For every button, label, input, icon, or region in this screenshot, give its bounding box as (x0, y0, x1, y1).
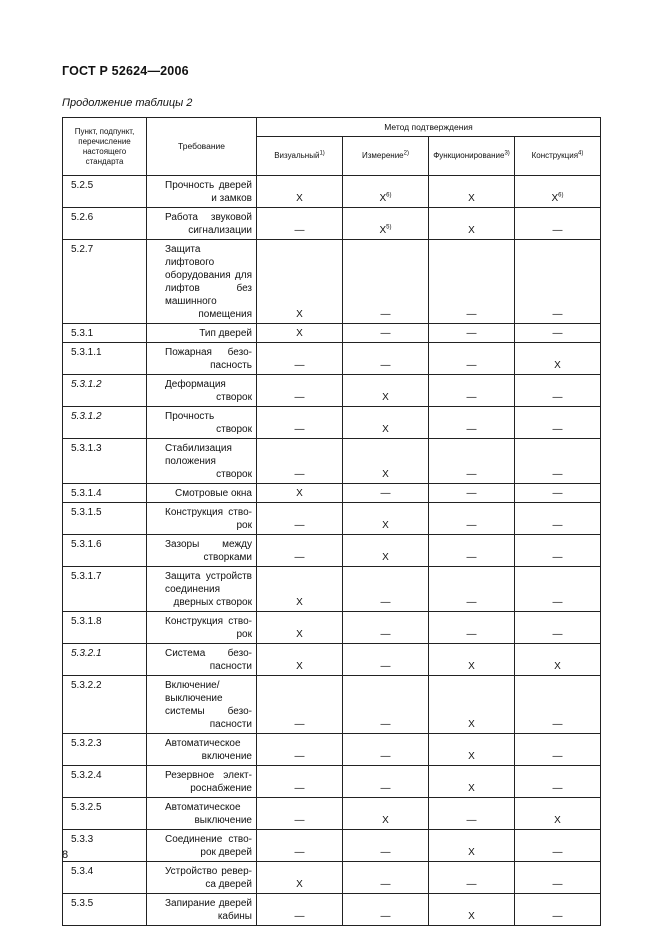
table-row (63, 343, 601, 375)
mark-value: — (294, 360, 305, 371)
table-body (63, 176, 601, 926)
table-row (63, 535, 601, 567)
mark-value: — (380, 360, 391, 371)
table-row (63, 176, 601, 208)
mark-functioning-cell (429, 612, 515, 644)
mark-value: — (552, 847, 563, 858)
mark-value: — (380, 719, 391, 730)
mark-value: — (380, 629, 391, 640)
mark-visual-cell (257, 734, 343, 766)
mark-measurement-cell (343, 324, 429, 343)
mark-value: X (468, 661, 475, 672)
mark-value: X (296, 661, 303, 672)
mark-value: X (468, 193, 475, 204)
header-row-group (63, 118, 601, 137)
mark-value: X (468, 847, 475, 858)
mark-value: — (552, 469, 563, 480)
table-row (63, 766, 601, 798)
mark-value: X (296, 597, 303, 608)
mark-visual-cell (257, 407, 343, 439)
mark-visual-cell (257, 240, 343, 324)
mark-value: — (466, 815, 477, 826)
mark-value: X (379, 193, 387, 204)
item-number-cell: 5.3.3 (63, 830, 147, 862)
mark-measurement-cell (343, 567, 429, 612)
requirement-text: Смотровые окна (174, 488, 252, 499)
table-row (63, 567, 601, 612)
mark-value: X (296, 488, 303, 499)
mark-functioning-cell (429, 343, 515, 375)
mark-value: X (379, 225, 387, 236)
mark-value: X (296, 193, 303, 204)
mark-visual-cell (257, 830, 343, 862)
mark-value: X (296, 309, 303, 320)
mark-value: — (552, 225, 563, 236)
mark-construction-cell (515, 830, 601, 862)
requirement-cell (147, 798, 257, 830)
mark-footnote: 6) (558, 192, 564, 199)
item-number-cell: 5.3.1 (63, 324, 147, 343)
table-row (63, 484, 601, 503)
requirement-text: Защита устройств соединения дверных створок (165, 571, 252, 608)
requirement-cell (147, 766, 257, 798)
mark-footnote: 5) (386, 224, 392, 231)
mark-value: — (552, 424, 563, 435)
table-row (63, 644, 601, 676)
mark-value: X (296, 879, 303, 890)
mark-value: — (552, 911, 563, 922)
table-row (63, 407, 601, 439)
requirement-text: Тип дверей (199, 328, 252, 339)
mark-measurement-cell (343, 208, 429, 240)
mark-value: — (552, 751, 563, 762)
mark-value: — (552, 552, 563, 563)
item-number-cell: 5.2.6 (63, 208, 147, 240)
table-row (63, 676, 601, 734)
mark-functioning-cell (429, 830, 515, 862)
mark-functioning-cell (429, 375, 515, 407)
mark-value: — (552, 879, 563, 890)
mark-functioning-cell (429, 676, 515, 734)
mark-value: — (380, 783, 391, 794)
mark-value: X (382, 520, 389, 531)
mark-value: — (380, 879, 391, 890)
item-number-cell: 5.3.1.5 (63, 503, 147, 535)
requirement-cell (147, 503, 257, 535)
requirement-text: Пожарная безопасность (165, 347, 252, 371)
table-row (63, 208, 601, 240)
mark-visual-cell (257, 862, 343, 894)
requirement-cell (147, 612, 257, 644)
mark-footnote: 6) (386, 192, 392, 199)
mark-value: X (382, 815, 389, 826)
requirement-cell (147, 830, 257, 862)
mark-value: — (552, 783, 563, 794)
mark-value: — (552, 328, 563, 339)
table-row (63, 503, 601, 535)
document-title: ГОСТ Р 52624—2006 (62, 64, 189, 78)
mark-construction-cell (515, 894, 601, 926)
mark-functioning-cell (429, 208, 515, 240)
mark-visual-cell (257, 676, 343, 734)
mark-value: — (466, 392, 477, 403)
mark-value: — (466, 488, 477, 499)
requirement-text: Соединение створок дверей (165, 834, 252, 858)
mark-visual-cell (257, 535, 343, 567)
header-item-column: Пункт, подпункт, перечисление настоящего стандарта (63, 118, 147, 176)
requirement-text: Конструкция створок (165, 616, 252, 640)
item-number-cell: 5.3.1.1 (63, 343, 147, 375)
item-number-cell: 5.3.2.3 (63, 734, 147, 766)
mark-value: — (294, 424, 305, 435)
table-row (63, 798, 601, 830)
table-caption: Продолжение таблицы 2 (62, 97, 193, 109)
mark-value: — (294, 392, 305, 403)
mark-measurement-cell (343, 830, 429, 862)
mark-visual-cell (257, 176, 343, 208)
table-row (63, 862, 601, 894)
mark-measurement-cell (343, 676, 429, 734)
header-method-visual: Визуальный$^{1)}$ (257, 137, 343, 176)
mark-value: — (552, 597, 563, 608)
mark-functioning-cell (429, 862, 515, 894)
table-row (63, 240, 601, 324)
mark-value: — (294, 783, 305, 794)
requirement-cell (147, 439, 257, 484)
mark-value: — (466, 629, 477, 640)
mark-value: — (294, 815, 305, 826)
mark-value: — (294, 520, 305, 531)
item-number-cell: 5.2.5 (63, 176, 147, 208)
mark-visual-cell (257, 343, 343, 375)
table-row (63, 324, 601, 343)
mark-measurement-cell (343, 503, 429, 535)
requirement-text: Стабилизация положения створок (165, 443, 252, 480)
mark-functioning-cell (429, 567, 515, 612)
mark-measurement-cell (343, 535, 429, 567)
requirement-text: Автоматическое выключение (165, 802, 252, 826)
mark-value: — (380, 661, 391, 672)
mark-construction-cell (515, 644, 601, 676)
mark-measurement-cell (343, 644, 429, 676)
mark-functioning-cell (429, 535, 515, 567)
mark-construction-cell (515, 484, 601, 503)
table-row (63, 830, 601, 862)
mark-measurement-cell (343, 734, 429, 766)
mark-visual-cell (257, 484, 343, 503)
mark-value: — (466, 552, 477, 563)
requirement-text: Работа звуковой сигнализации (165, 212, 252, 236)
mark-construction-cell (515, 862, 601, 894)
item-number-cell: 5.3.2.5 (63, 798, 147, 830)
requirement-text: Устройство реверса дверей (165, 866, 252, 890)
mark-functioning-cell (429, 240, 515, 324)
mark-value: X (554, 661, 561, 672)
mark-value: X (468, 911, 475, 922)
requirement-text: Конструкция створок (165, 507, 252, 531)
item-number-cell: 5.3.4 (63, 862, 147, 894)
mark-measurement-cell (343, 176, 429, 208)
mark-measurement-cell (343, 439, 429, 484)
requirement-cell (147, 407, 257, 439)
mark-functioning-cell (429, 894, 515, 926)
mark-functioning-cell (429, 484, 515, 503)
mark-construction-cell (515, 766, 601, 798)
requirement-cell (147, 644, 257, 676)
mark-value: — (294, 469, 305, 480)
mark-functioning-cell (429, 644, 515, 676)
item-number-cell: 5.3.1.4 (63, 484, 147, 503)
mark-value: — (466, 520, 477, 531)
mark-construction-cell (515, 798, 601, 830)
item-number-cell: 5.2.7 (63, 240, 147, 324)
mark-construction-cell (515, 439, 601, 484)
mark-visual-cell (257, 766, 343, 798)
item-number-cell: 5.3.1.2 (63, 375, 147, 407)
page-number: 8 (62, 849, 69, 861)
mark-visual-cell (257, 612, 343, 644)
mark-value: — (294, 225, 305, 236)
mark-value: — (466, 360, 477, 371)
mark-construction-cell (515, 343, 601, 375)
mark-value: — (552, 719, 563, 730)
mark-value: — (466, 309, 477, 320)
item-number-cell: 5.3.1.8 (63, 612, 147, 644)
requirement-cell (147, 324, 257, 343)
mark-value: — (294, 911, 305, 922)
mark-value: — (552, 309, 563, 320)
mark-value: — (294, 751, 305, 762)
mark-measurement-cell (343, 798, 429, 830)
requirements-table (62, 117, 601, 926)
requirement-text: Система безопасности (165, 648, 252, 672)
requirement-text: Прочность створок (165, 411, 252, 435)
item-number-cell: 5.3.2.2 (63, 676, 147, 734)
mark-functioning-cell (429, 407, 515, 439)
mark-value: — (466, 469, 477, 480)
mark-construction-cell (515, 375, 601, 407)
mark-functioning-cell (429, 324, 515, 343)
mark-construction-cell (515, 503, 601, 535)
item-number-cell: 5.3.2.4 (63, 766, 147, 798)
requirement-text: Прочность дверей и замков (165, 180, 252, 204)
requirement-cell (147, 894, 257, 926)
mark-value: — (380, 309, 391, 320)
mark-value: — (294, 719, 305, 730)
mark-visual-cell (257, 503, 343, 535)
mark-value: X (296, 328, 303, 339)
mark-value: X (382, 392, 389, 403)
mark-value: X (468, 783, 475, 794)
mark-construction-cell (515, 324, 601, 343)
mark-measurement-cell (343, 407, 429, 439)
requirement-cell (147, 567, 257, 612)
mark-value: — (380, 488, 391, 499)
mark-measurement-cell (343, 612, 429, 644)
mark-value: — (380, 751, 391, 762)
mark-measurement-cell (343, 862, 429, 894)
header-method-construction: Конструкция$^{4)}$ (515, 137, 601, 176)
requirement-cell (147, 176, 257, 208)
mark-value: X (551, 193, 559, 204)
mark-construction-cell (515, 612, 601, 644)
mark-construction-cell (515, 676, 601, 734)
mark-functioning-cell (429, 734, 515, 766)
requirement-cell (147, 343, 257, 375)
mark-value: X (468, 719, 475, 730)
mark-value: X (382, 552, 389, 563)
mark-value: — (380, 597, 391, 608)
mark-value: — (466, 424, 477, 435)
requirement-cell (147, 535, 257, 567)
mark-visual-cell (257, 375, 343, 407)
requirement-text: Защита лифтового оборудования для лифтов без машинного помещения (165, 244, 252, 320)
requirement-text: Автоматическое включение (165, 738, 252, 762)
requirement-cell (147, 484, 257, 503)
mark-visual-cell (257, 644, 343, 676)
requirement-cell (147, 862, 257, 894)
item-number-cell: 5.3.1.6 (63, 535, 147, 567)
table-row (63, 612, 601, 644)
item-number-cell: 5.3.2.1 (63, 644, 147, 676)
mark-measurement-cell (343, 240, 429, 324)
mark-functioning-cell (429, 439, 515, 484)
mark-construction-cell (515, 567, 601, 612)
mark-construction-cell (515, 734, 601, 766)
mark-value: — (294, 847, 305, 858)
mark-value: — (380, 847, 391, 858)
mark-functioning-cell (429, 503, 515, 535)
mark-visual-cell (257, 894, 343, 926)
mark-value: — (380, 328, 391, 339)
mark-value: X (468, 225, 475, 236)
mark-construction-cell (515, 176, 601, 208)
mark-functioning-cell (429, 798, 515, 830)
mark-value: — (466, 328, 477, 339)
requirement-cell (147, 240, 257, 324)
requirement-text: Деформация створок (165, 379, 252, 403)
mark-value: — (552, 392, 563, 403)
table-row (63, 734, 601, 766)
mark-functioning-cell (429, 176, 515, 208)
mark-measurement-cell (343, 343, 429, 375)
mark-measurement-cell (343, 484, 429, 503)
header-method-measurement: Измерение$^{2)}$ (343, 137, 429, 176)
mark-value: — (380, 911, 391, 922)
mark-value: — (466, 597, 477, 608)
requirement-cell (147, 734, 257, 766)
mark-construction-cell (515, 535, 601, 567)
header-requirement-column: Требование (147, 118, 257, 176)
table-row (63, 375, 601, 407)
requirement-cell (147, 676, 257, 734)
requirement-text: Включение/выключение системы безопасности (165, 680, 252, 730)
mark-measurement-cell (343, 766, 429, 798)
mark-value: — (552, 520, 563, 531)
mark-value: X (382, 469, 389, 480)
header-method-group: Метод подтверждения (257, 118, 601, 137)
mark-value: X (554, 815, 561, 826)
mark-value: — (294, 552, 305, 563)
requirement-text: Запирание дверей кабины (165, 898, 252, 922)
mark-value: X (468, 751, 475, 762)
mark-construction-cell (515, 407, 601, 439)
mark-visual-cell (257, 208, 343, 240)
requirement-text: Резервное электроснабжение (165, 770, 252, 794)
mark-value: — (466, 879, 477, 890)
mark-construction-cell (515, 208, 601, 240)
requirement-cell (147, 375, 257, 407)
item-number-cell: 5.3.5 (63, 894, 147, 926)
mark-value: X (382, 424, 389, 435)
mark-visual-cell (257, 324, 343, 343)
mark-visual-cell (257, 798, 343, 830)
mark-visual-cell (257, 567, 343, 612)
mark-value: X (554, 360, 561, 371)
mark-value: — (552, 488, 563, 499)
mark-value: X (296, 629, 303, 640)
item-number-cell: 5.3.1.7 (63, 567, 147, 612)
requirement-text: Зазоры между створками (165, 539, 252, 563)
mark-functioning-cell (429, 766, 515, 798)
mark-measurement-cell (343, 894, 429, 926)
mark-value: — (552, 629, 563, 640)
table-row (63, 439, 601, 484)
table-row (63, 894, 601, 926)
item-number-cell: 5.3.1.2 (63, 407, 147, 439)
requirement-cell (147, 208, 257, 240)
mark-measurement-cell (343, 375, 429, 407)
mark-visual-cell (257, 439, 343, 484)
header-method-functioning: Функционирование$^{3)}$ (429, 137, 515, 176)
mark-construction-cell (515, 240, 601, 324)
item-number-cell: 5.3.1.3 (63, 439, 147, 484)
